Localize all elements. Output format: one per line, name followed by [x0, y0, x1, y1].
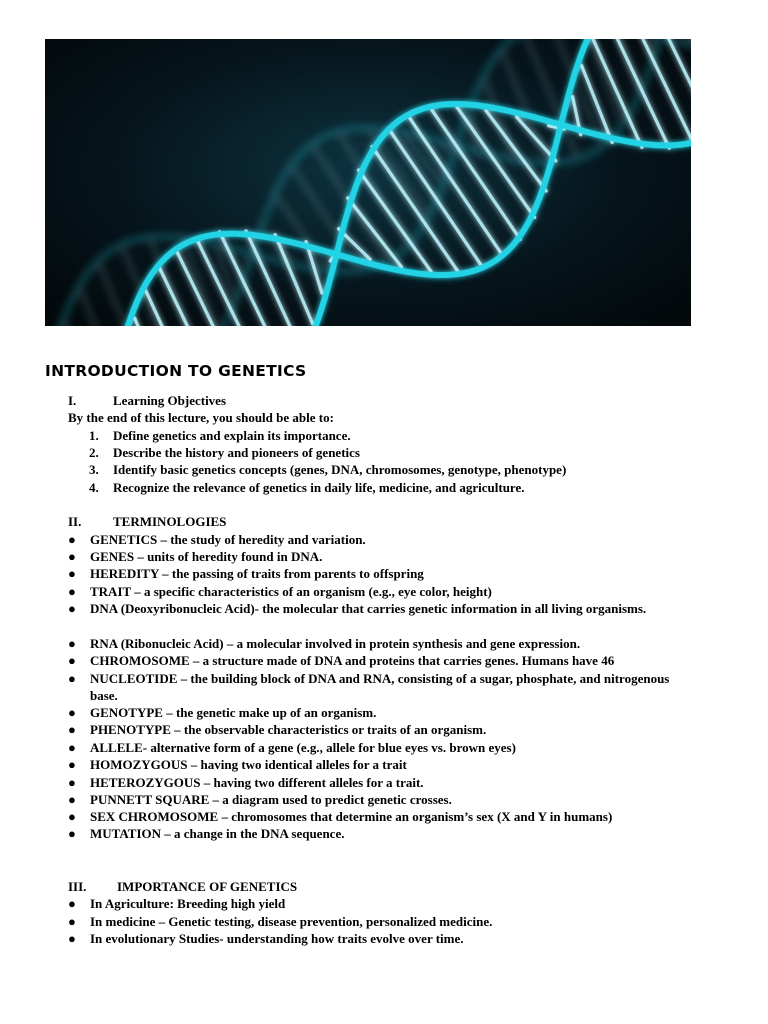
list-item: DNA (Deoxyribonucleic Acid)- the molecular that carries genetic information in all living organisms.: [90, 601, 647, 616]
list-number: 3.: [89, 462, 99, 477]
bullet-icon: ●: [68, 566, 76, 581]
list-item: MUTATION – a change in the DNA sequence.: [90, 826, 345, 841]
list-item: NUCLEOTIDE – the building block of DNA and RNA, consisting of a sugar, phosphate, and nitrogenous base.: [90, 671, 670, 703]
bullet-icon: ●: [68, 809, 76, 824]
list-item: Describe the history and pioneers of genetics: [113, 445, 360, 460]
section-number: I.: [68, 393, 77, 408]
bullet-icon: ●: [68, 931, 76, 946]
dna-helix-image: [45, 39, 691, 326]
bullet-icon: ●: [68, 549, 76, 564]
list-item: In medicine – Genetic testing, disease prevention, personalized medicine.: [90, 914, 493, 929]
list-item: GENES – units of heredity found in DNA.: [90, 549, 323, 564]
section-heading: Learning Objectives: [113, 393, 227, 408]
list-item: TRAIT – a specific characteristics of an organism (e.g., eye color, height): [90, 584, 492, 599]
bullet-icon: ●: [68, 653, 76, 668]
bullet-icon: ●: [68, 914, 76, 929]
list-item: In Agriculture: Breeding high yield: [90, 896, 286, 911]
list-number: 4.: [89, 480, 99, 495]
bullet-icon: ●: [68, 584, 76, 599]
list-item: Define genetics and explain its importance.: [113, 428, 351, 443]
list-item: In evolutionary Studies- understanding how traits evolve over time.: [90, 931, 464, 946]
bullet-icon: ●: [68, 792, 76, 807]
section-heading: IMPORTANCE OF GENETICS: [117, 879, 298, 894]
section-number: II.: [68, 514, 82, 529]
list-item: ALLELE- alternative form of a gene (e.g., allele for blue eyes vs. brown eyes): [90, 740, 516, 755]
bullet-icon: ●: [68, 826, 76, 841]
bullet-icon: ●: [68, 740, 76, 755]
bullet-icon: ●: [68, 722, 76, 737]
list-item: Recognize the relevance of genetics in daily life, medicine, and agriculture.: [113, 480, 525, 495]
list-item: GENETICS – the study of heredity and variation.: [90, 532, 366, 547]
bullet-icon: ●: [68, 757, 76, 772]
list-number: 1.: [89, 428, 99, 443]
section-heading: TERMINOLOGIES: [113, 514, 227, 529]
page-title: INTRODUCTION TO GENETICS: [45, 362, 307, 380]
bullet-icon: ●: [68, 705, 76, 720]
list-item: HOMOZYGOUS – having two identical alleles for a trait: [90, 757, 407, 772]
bullet-icon: ●: [68, 896, 76, 911]
list-number: 2.: [89, 445, 99, 460]
list-item: PHENOTYPE – the observable characteristics or traits of an organism.: [90, 722, 487, 737]
objectives-intro: By the end of this lecture, you should be able to:: [68, 410, 334, 425]
list-item: PUNNETT SQUARE – a diagram used to predict genetic crosses.: [90, 792, 452, 807]
list-item: SEX CHROMOSOME – chromosomes that determine an organism’s sex (X and Y in humans): [90, 809, 613, 824]
bullet-icon: ●: [68, 671, 76, 686]
bullet-icon: ●: [68, 601, 76, 616]
list-item: Identify basic genetics concepts (genes, DNA, chromosomes, genotype, phenotype): [113, 462, 567, 477]
list-item: CHROMOSOME – a structure made of DNA and proteins that carries genes. Humans have 46: [90, 653, 615, 668]
list-item: RNA (Ribonucleic Acid) – a molecular involved in protein synthesis and gene expression.: [90, 636, 581, 651]
bullet-icon: ●: [68, 775, 76, 790]
section-number: III.: [68, 879, 87, 894]
list-item: GENOTYPE – the genetic make up of an organism.: [90, 705, 377, 720]
list-item: HEREDITY – the passing of traits from parents to offspring: [90, 566, 424, 581]
bullet-icon: ●: [68, 636, 76, 651]
bullet-icon: ●: [68, 532, 76, 547]
list-item: HETEROZYGOUS – having two different alleles for a trait.: [90, 775, 424, 790]
